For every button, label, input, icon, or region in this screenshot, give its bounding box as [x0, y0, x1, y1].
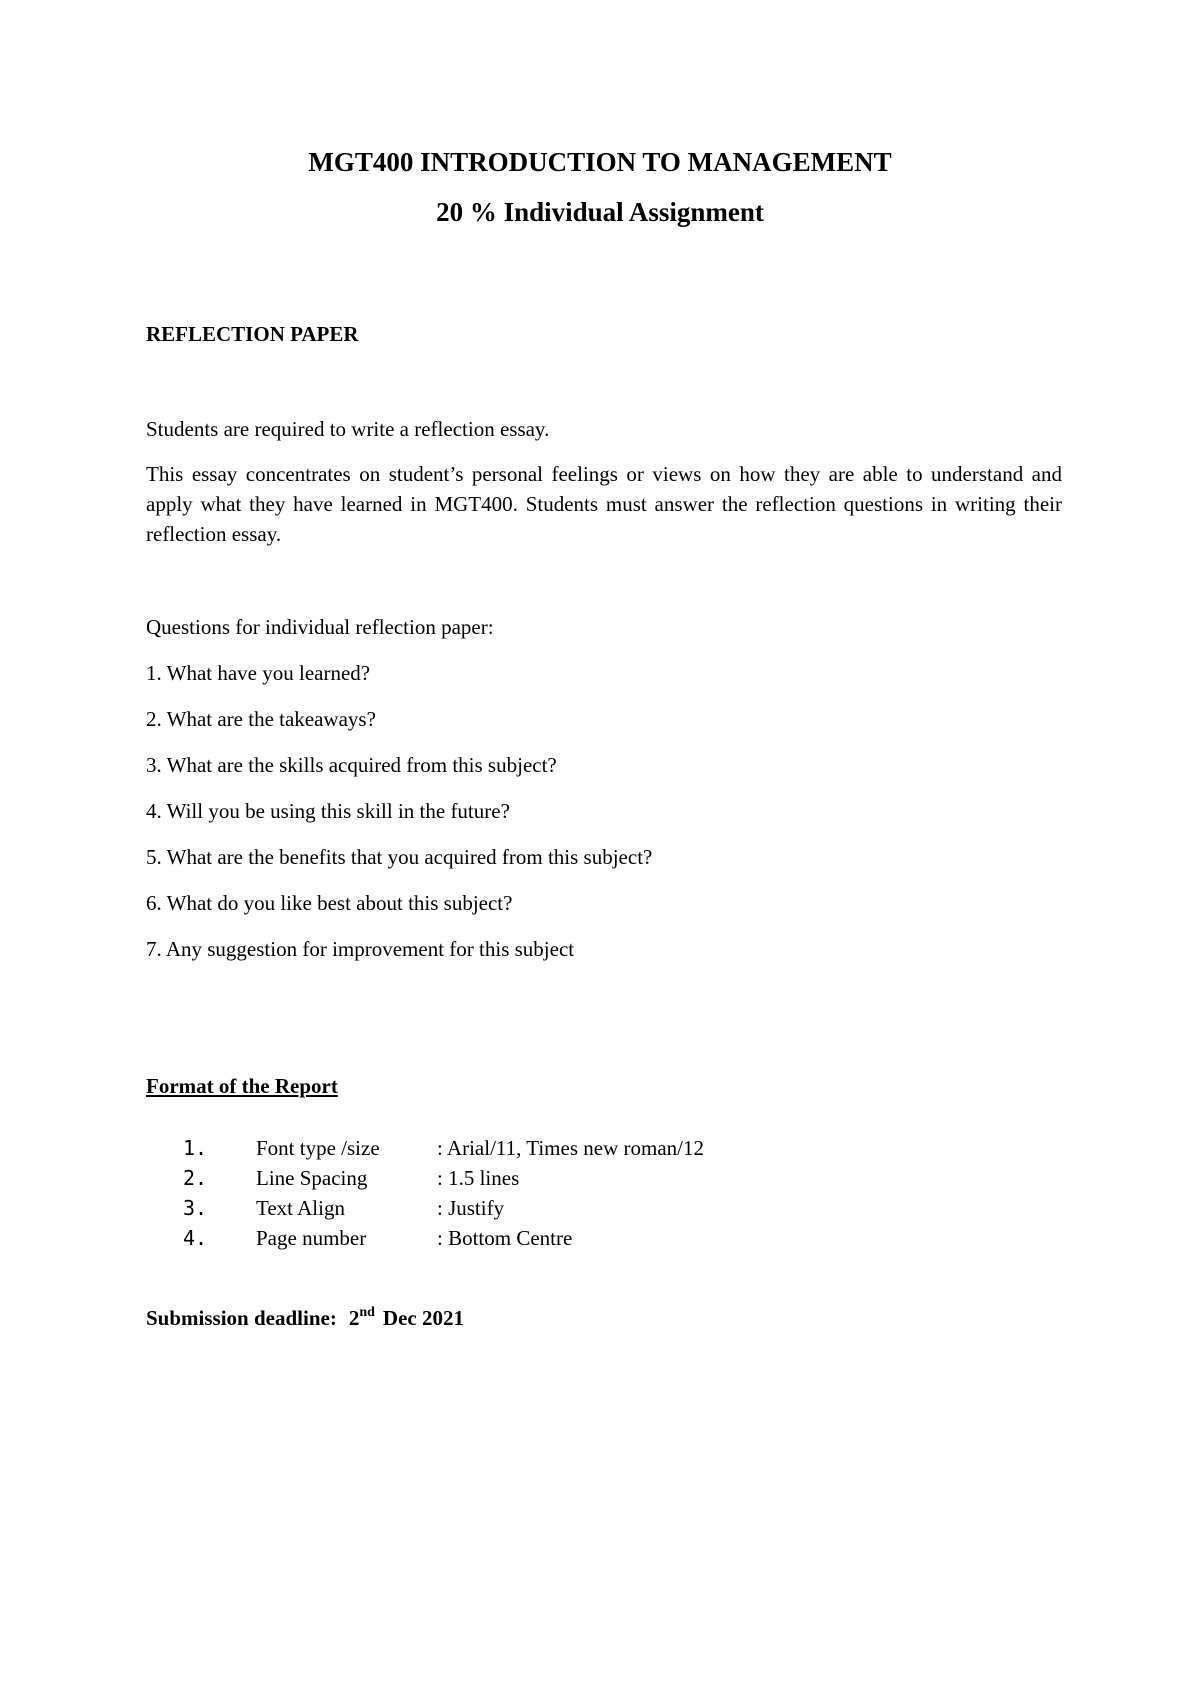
- format-label: Page number: [256, 1226, 367, 1250]
- submission-label: Submission deadline:: [146, 1306, 337, 1330]
- format-label: Font type /size: [256, 1136, 380, 1160]
- question-item: 7. Any suggestion for improvement for this subject: [146, 937, 575, 961]
- format-number: 3.: [183, 1196, 208, 1220]
- question-item: 4. Will you be using this skill in the future?: [146, 799, 510, 823]
- format-row: [0, 1163, 1200, 1193]
- essay-description: This essay concentrates on student’s personal feelings or views on how they are able to understand and apply what they have learned in MGT400. Students must answer the reflection questions in writing their reflection essay.: [146, 462, 1062, 546]
- format-heading: Format of the Report: [146, 1074, 338, 1098]
- question-item: 3. What are the skills acquired from this subject?: [146, 753, 557, 777]
- format-value: : Justify: [437, 1196, 505, 1220]
- format-number: 2.: [183, 1166, 208, 1190]
- intro-line: Students are required to write a reflection essay.: [146, 417, 550, 441]
- question-item: 6. What do you like best about this subject?: [146, 891, 513, 915]
- question-item: 5. What are the benefits that you acquired from this subject?: [146, 845, 653, 869]
- format-row: [0, 1223, 1200, 1253]
- submission-month-year: Dec 2021: [382, 1306, 464, 1330]
- course-title: MGT400 INTRODUCTION TO MANAGEMENT: [308, 147, 892, 177]
- format-number: 1.: [183, 1136, 208, 1160]
- format-row: [0, 1193, 1200, 1223]
- assignment-subtitle: 20 % Individual Assignment: [436, 197, 764, 227]
- format-number: 4.: [183, 1226, 208, 1250]
- questions-intro: Questions for individual reflection paper:: [146, 615, 494, 639]
- section-heading: REFLECTION PAPER: [146, 322, 359, 346]
- format-label: Line Spacing: [256, 1166, 368, 1190]
- format-value: : Arial/11, Times new roman/12: [437, 1136, 704, 1160]
- submission-deadline: [146, 1306, 464, 1331]
- format-label: Text Align: [256, 1196, 345, 1220]
- question-item: 2. What are the takeaways?: [146, 707, 376, 731]
- question-item: 1. What have you learned?: [146, 661, 371, 685]
- format-value: : Bottom Centre: [437, 1226, 573, 1250]
- format-row: [0, 1133, 1200, 1163]
- submission-day-suffix: nd: [359, 1305, 375, 1320]
- format-value: : 1.5 lines: [437, 1166, 520, 1190]
- submission-day: 2: [348, 1306, 360, 1330]
